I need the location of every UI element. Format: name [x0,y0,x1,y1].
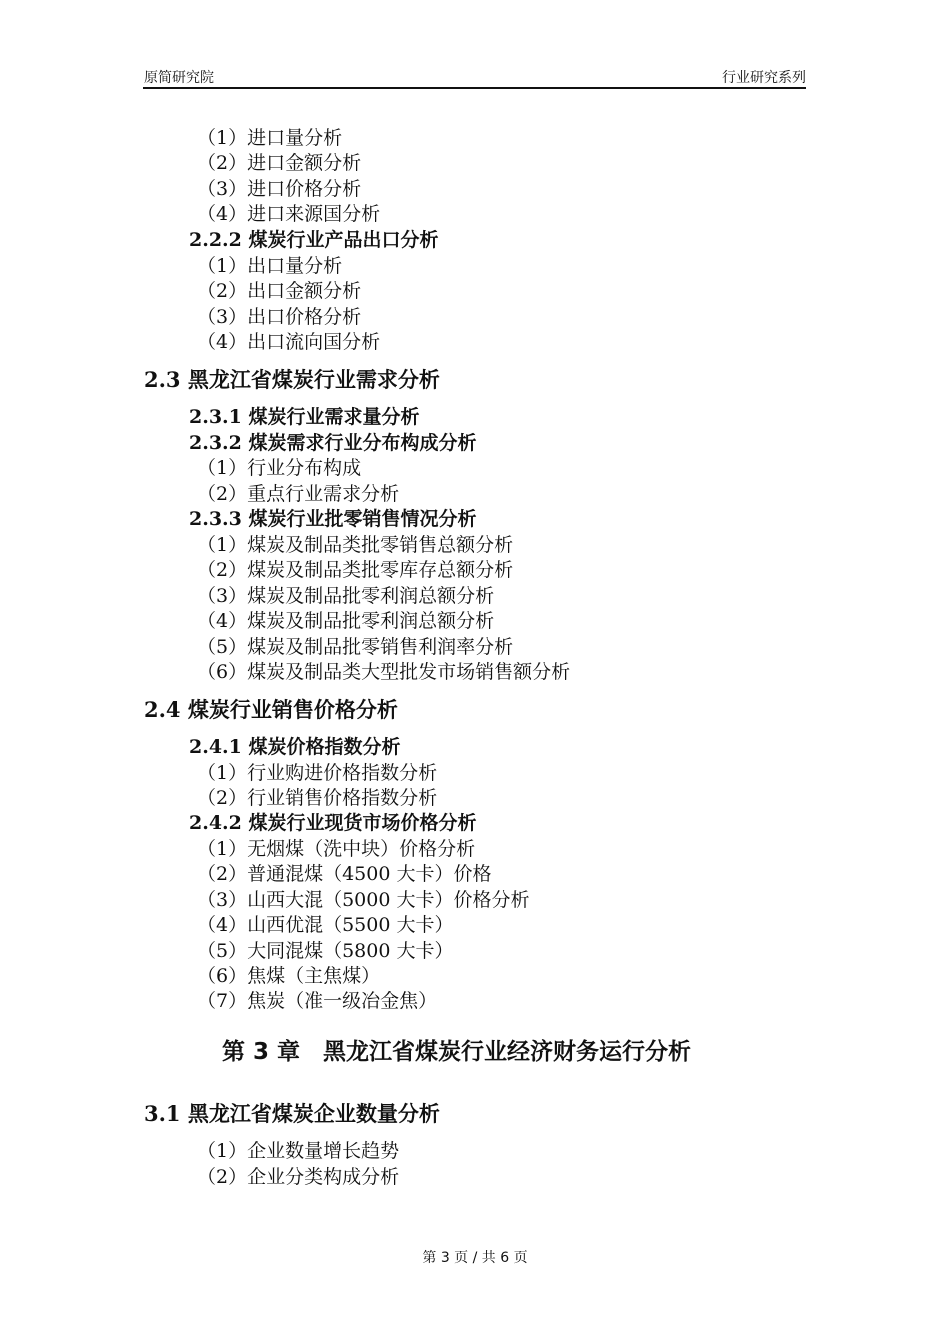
toc-section-heading: 2.4 煤炭行业销售价格分析 [144,697,398,722]
header-series-name: 行业研究系列 [722,70,806,86]
toc-item: （4）出口流向国分析 [197,331,381,353]
toc-item: （4）山西优混（5500 大卡） [197,914,454,936]
toc-item: （4）煤炭及制品批零利润总额分析 [197,610,495,632]
toc-item: （5）煤炭及制品批零销售利润率分析 [197,636,514,658]
toc-item: （2）出口金额分析 [197,280,362,302]
toc-subsection-heading: 2.4.1 煤炭价格指数分析 [189,736,401,758]
toc-subsection-heading: 2.3.3 煤炭行业批零销售情况分析 [189,508,477,530]
toc-item: （1）行业分布构成 [197,457,362,479]
toc-item: （1）企业数量增长趋势 [197,1140,400,1162]
toc-section-heading: 3.1 黑龙江省煤炭企业数量分析 [144,1101,440,1126]
header-divider [143,87,806,89]
toc-item: （3）山西大混（5000 大卡）价格分析 [197,889,530,911]
page-footer: 第 3 页 / 共 6 页 [422,1250,528,1266]
toc-item: （1）进口量分析 [197,127,343,149]
toc-item: （2）企业分类构成分析 [197,1166,400,1188]
toc-section-heading: 2.3 黑龙江省煤炭行业需求分析 [144,367,440,392]
toc-item: （2）普通混煤（4500 大卡）价格 [197,863,492,885]
toc-item: （1）出口量分析 [197,255,343,277]
toc-item: （3）进口价格分析 [197,178,362,200]
toc-item: （2）重点行业需求分析 [197,483,400,505]
toc-item: （3）出口价格分析 [197,306,362,328]
toc-chapter-heading: 第 3 章 黑龙江省煤炭行业经济财务运行分析 [222,1039,692,1065]
toc-item: （2）行业销售价格指数分析 [197,787,438,809]
toc-subsection-heading: 2.2.2 煤炭行业产品出口分析 [189,229,439,251]
toc-item: （1）行业购进价格指数分析 [197,762,438,784]
toc-item: （6）煤炭及制品类大型批发市场销售额分析 [197,661,571,683]
toc-item: （2）进口金额分析 [197,152,362,174]
toc-item: （2）煤炭及制品类批零库存总额分析 [197,559,514,581]
toc-item: （1）无烟煤（洗中块）价格分析 [197,838,476,860]
toc-subsection-heading: 2.3.2 煤炭需求行业分布构成分析 [189,432,477,454]
toc-subsection-heading: 2.3.1 煤炭行业需求量分析 [189,406,420,428]
toc-item: （7）焦炭（准一级冶金焦） [197,990,438,1012]
toc-item: （1）煤炭及制品类批零销售总额分析 [197,534,514,556]
header-org-name: 原简研究院 [144,70,214,86]
toc-item: （5）大同混煤（5800 大卡） [197,940,454,962]
toc-item: （4）进口来源国分析 [197,203,381,225]
toc-subsection-heading: 2.4.2 煤炭行业现货市场价格分析 [189,812,477,834]
toc-item: （3）煤炭及制品批零利润总额分析 [197,585,495,607]
toc-item: （6）焦煤（主焦煤） [197,965,381,987]
